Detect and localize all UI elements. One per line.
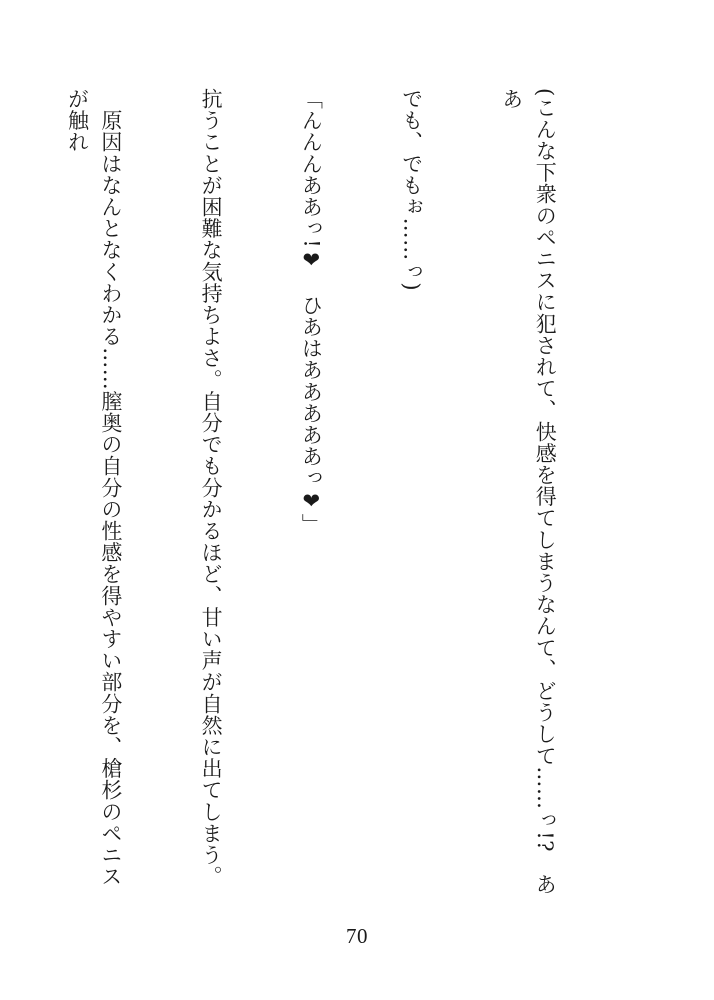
text-line: 原因はなんとなくわかる……膣奥の自分の性感を得やすい部分を、槍杉のペニスが触れ: [65, 88, 123, 888]
text-line: (こんな下衆のペニスに犯されて、快感を得てしまうなんて、どうして……っ!? ああ: [499, 88, 558, 896]
page-number: 70: [346, 924, 368, 948]
text-line: 「んんんああっ!❤ ひあはあああああっ❤」: [299, 88, 324, 536]
text-line: 抗うことが困難な気持ちよさ。自分でも分かるほど、甘い声が自然に出てしまう。: [199, 88, 224, 888]
vertical-text-body: [65, 88, 628, 908]
text-line: でも、でもぉ……っ): [399, 88, 424, 292]
